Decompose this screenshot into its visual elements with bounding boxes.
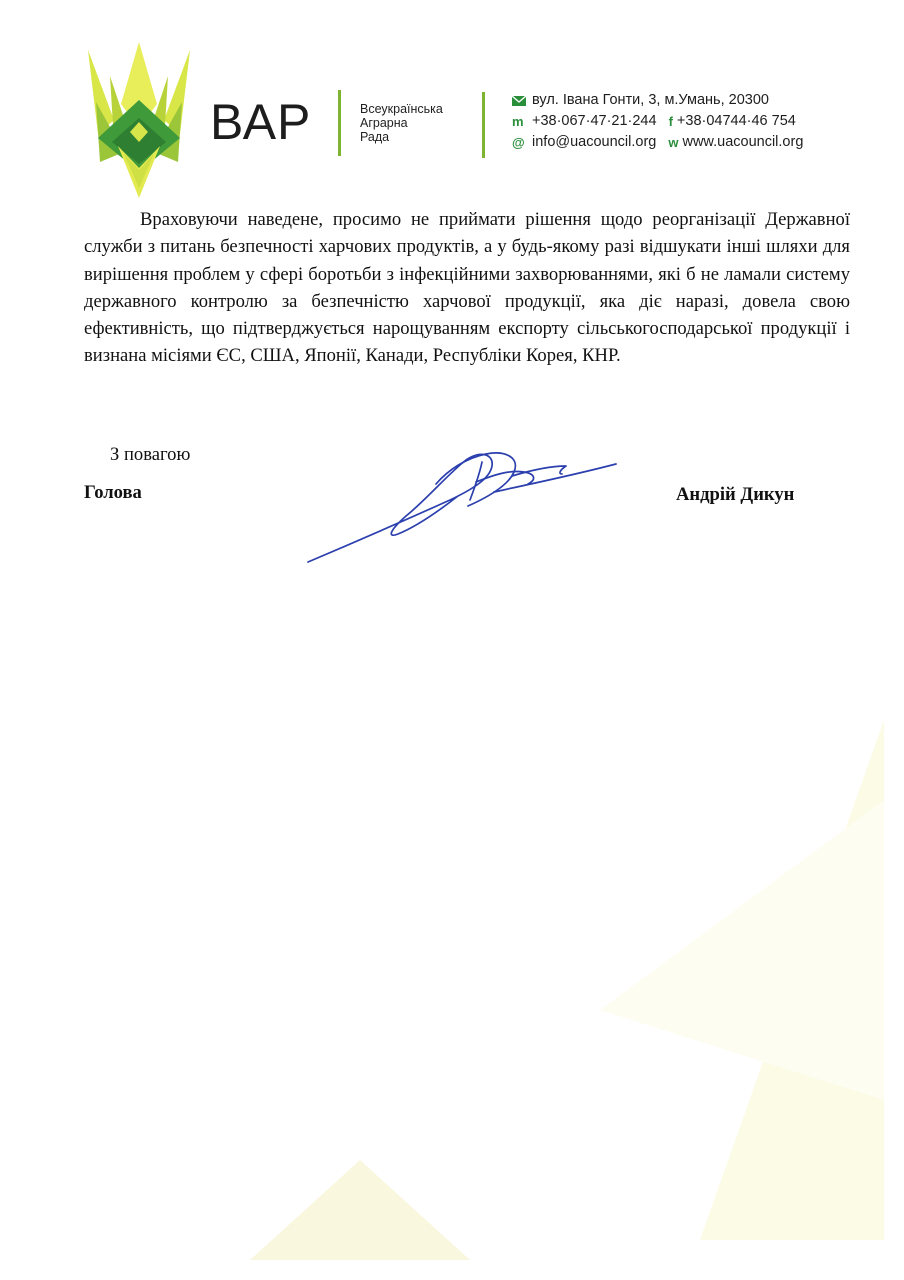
handwritten-signature bbox=[300, 440, 630, 570]
header-divider bbox=[482, 92, 485, 158]
website-link[interactable]: www.uacouncil.org bbox=[682, 134, 804, 150]
mobile-icon: m bbox=[512, 114, 524, 129]
online-row bbox=[512, 132, 803, 153]
closing-phrase: З повагою bbox=[110, 444, 191, 465]
website-icon: w bbox=[668, 135, 679, 150]
contact-block bbox=[512, 90, 803, 153]
email-link[interactable]: info@uacouncil.org bbox=[532, 134, 657, 150]
header-divider bbox=[338, 90, 341, 156]
org-name-line: Аграрна bbox=[360, 116, 408, 130]
letter-body bbox=[84, 206, 850, 370]
organization-name bbox=[360, 102, 443, 144]
address-row bbox=[512, 90, 803, 111]
mobile-number: +38·067·47·21·244 bbox=[532, 113, 657, 129]
org-name-line: Рада bbox=[360, 130, 390, 144]
fax-number: +38·04744·46 754 bbox=[676, 113, 796, 129]
org-name-line: Всеукраїнська bbox=[360, 102, 443, 116]
phone-row bbox=[512, 111, 803, 132]
signer-title: Голова bbox=[84, 482, 142, 503]
signer-name: Андрій Дикун bbox=[676, 484, 795, 505]
body-paragraph: Враховуючи наведене, просимо не приймати рішення щодо реорганізації Державної служби з питань безпечності харчових продуктів, а у будь-якому разі відшукати інші шляхи для вирішення проблем у сфері боротьби з інфекційними захворюваннями, які б не ламали систему державного контролю за безпечністю харчової продукції, яка діє наразі, довела свою ефективність, що підтверджується нарощуванням експорту сільськогосподарської продукції і визнана місіями ЄС, США, Японії, Канади, Республіки Корея, КНР. bbox=[84, 209, 850, 367]
email-icon: @ bbox=[512, 135, 525, 150]
address-text: вул. Івана Гонти, 3, м.Умань, 20300 bbox=[532, 92, 769, 108]
envelope-icon bbox=[512, 96, 526, 106]
logo-wordmark: ВАР bbox=[210, 94, 312, 150]
crown-emblem-icon bbox=[88, 42, 190, 198]
fax-icon: f bbox=[668, 114, 673, 129]
